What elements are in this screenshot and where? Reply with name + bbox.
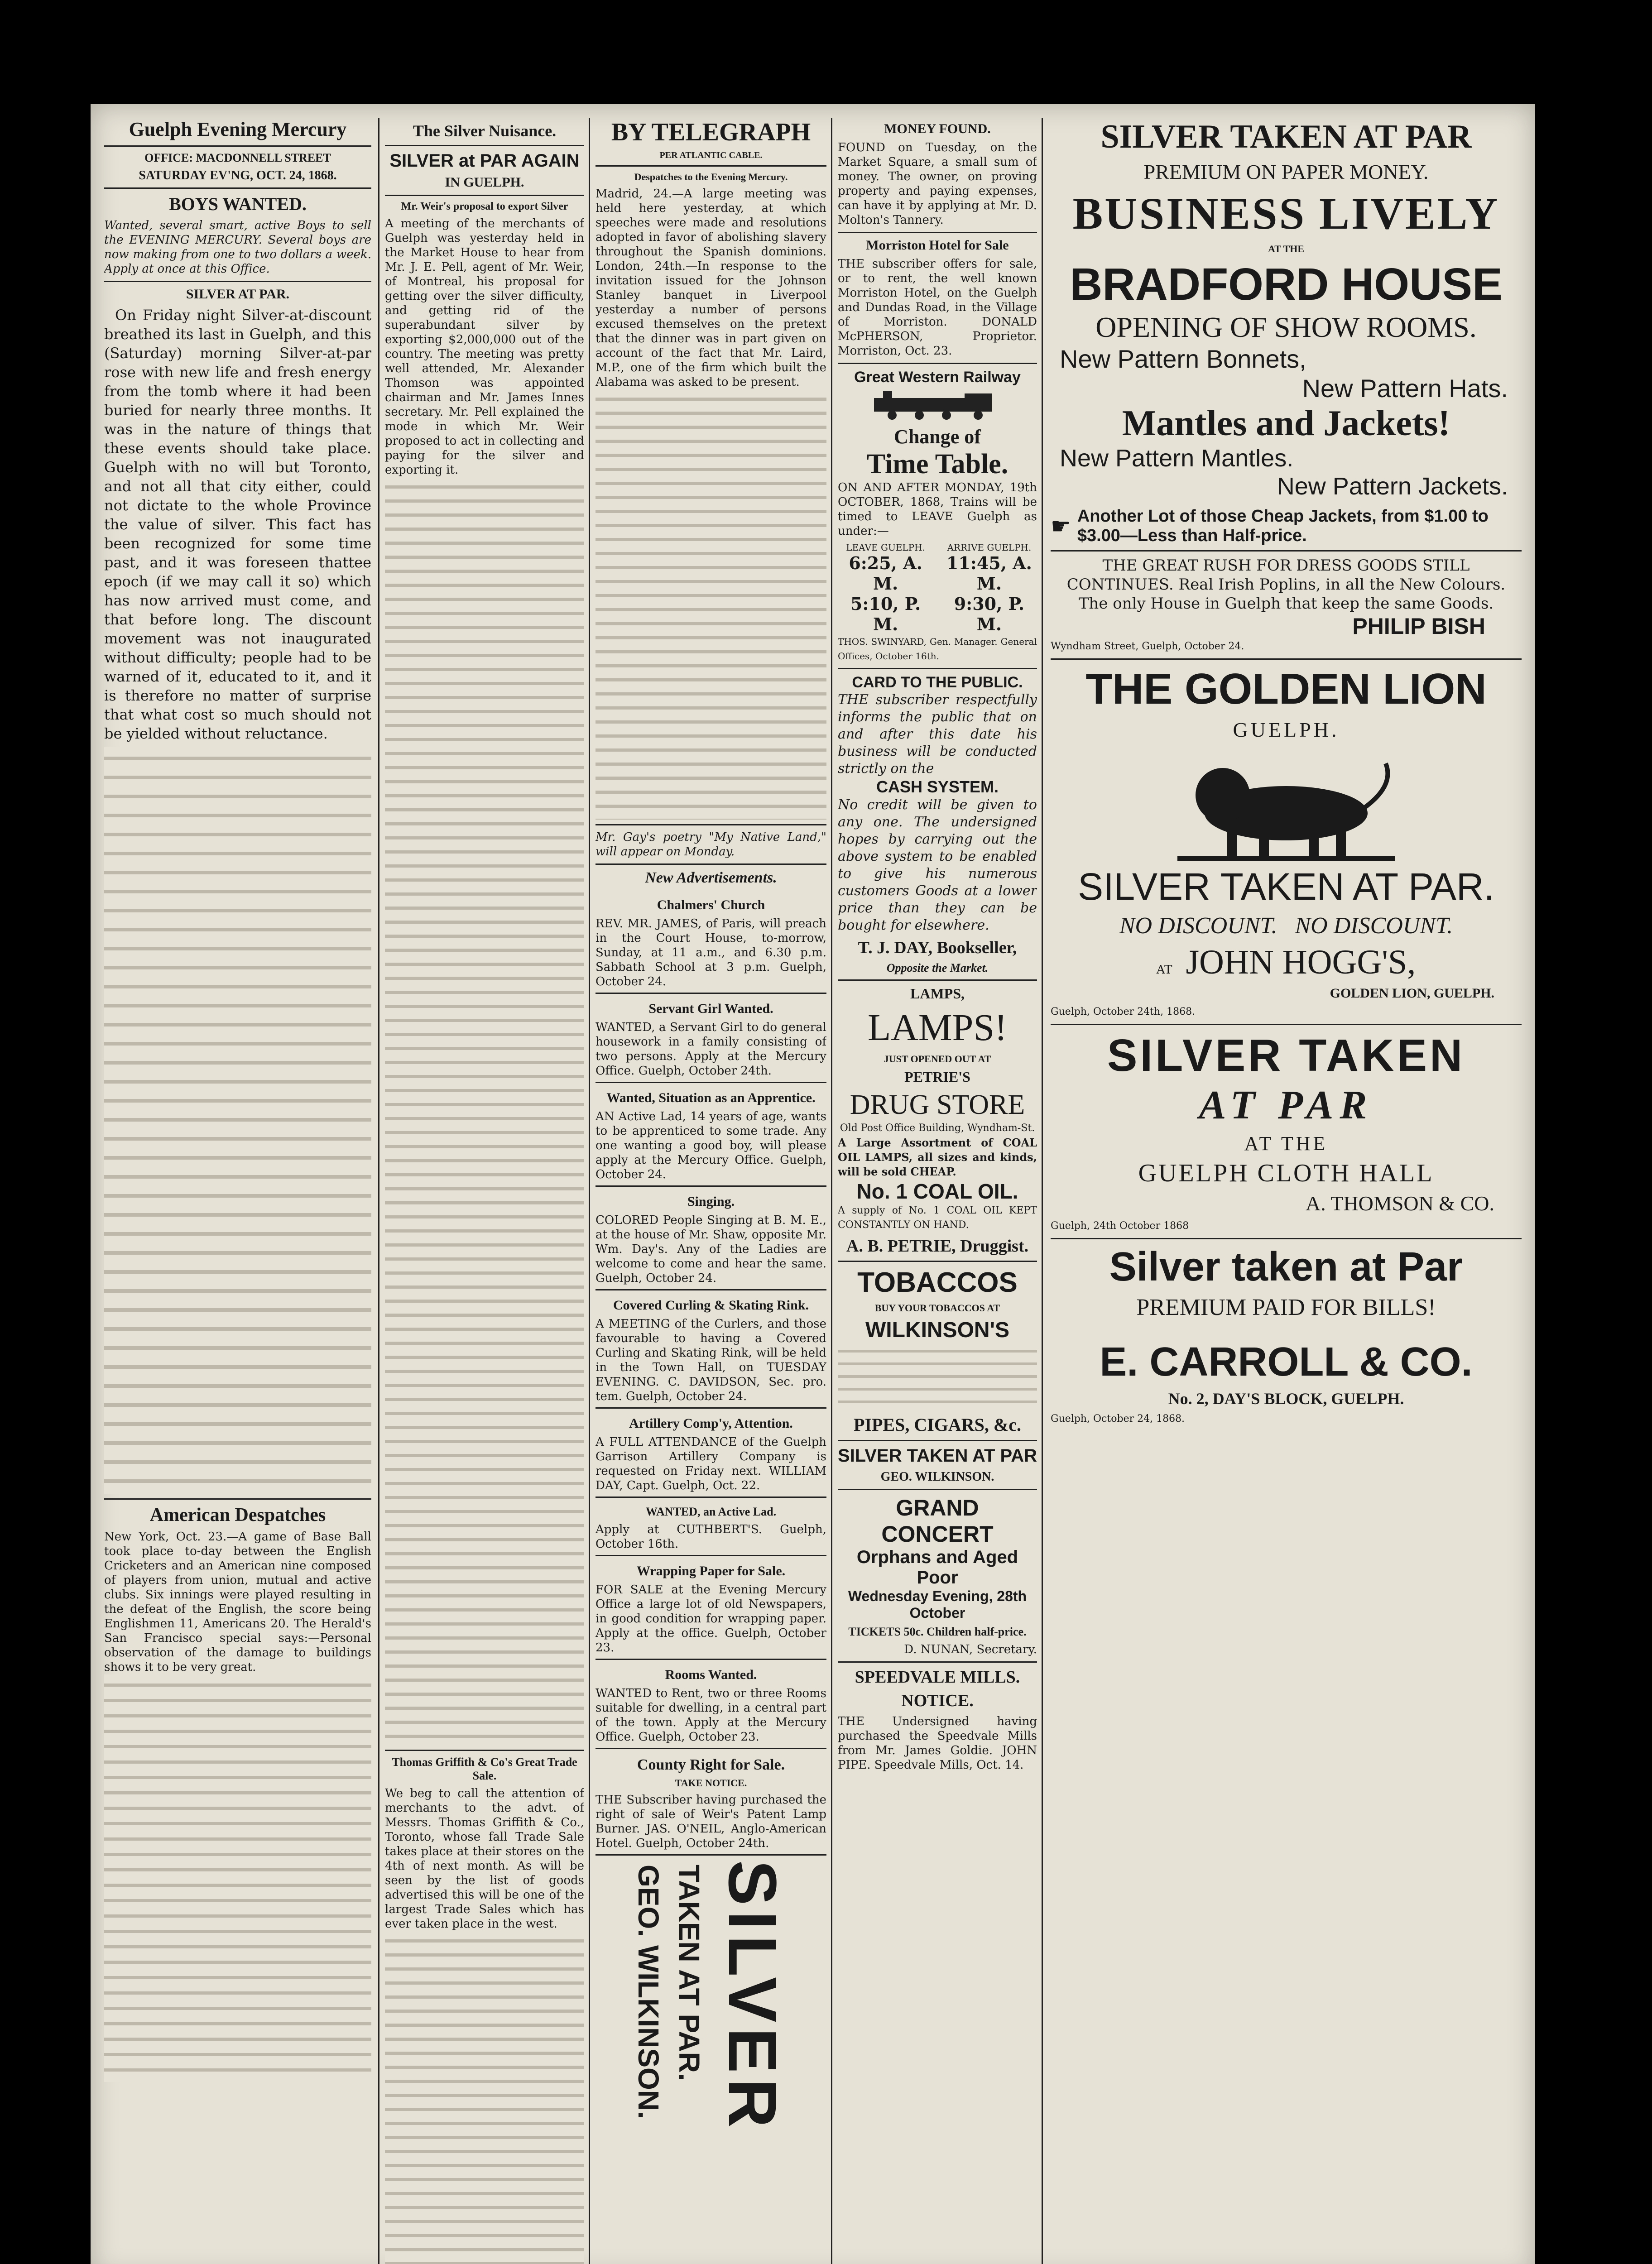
silver-par-headline: SILVER TAKEN AT PAR bbox=[1100, 118, 1472, 155]
no-discount-text: NO DISCOUNT. NO DISCOUNT. bbox=[1119, 913, 1453, 939]
masthead-office: OFFICE: MACDONNELL STREET bbox=[144, 151, 331, 164]
trade-sale-text: We beg to call the attention of merchants to the advt. of Messrs. Thomas Griffith & Co., Toronto, whose fall Trade Sale takes place at their stores on the 4th of next month. As will be seen by the list of goods advertised this will be one of the largest Trade Sales which has ever taken place in the west. bbox=[385, 1787, 584, 1931]
silver-par-script: Silver taken at Par bbox=[1109, 1244, 1463, 1290]
silver-par-headline-2: SILVER TAKEN AT PAR. bbox=[1078, 865, 1494, 908]
despatches-subtitle: Despatches to the Evening Mercury. bbox=[634, 171, 788, 182]
mantles-jackets-title: Mantles and Jackets! bbox=[1122, 403, 1450, 443]
ad-lad bbox=[595, 1498, 826, 1556]
at-the-label: AT THE bbox=[1268, 243, 1305, 254]
timetable-time: 11:45, A. M. bbox=[946, 553, 1032, 594]
taken-at-par-vertical: TAKEN AT PAR. bbox=[673, 1865, 706, 2081]
guelph-cloth-hall: GUELPH CLOTH HALL bbox=[1138, 1159, 1434, 1187]
just-opened: JUST OPENED OUT AT bbox=[884, 1053, 991, 1065]
pipes-cigars-title: PIPES, CIGARS, &c. bbox=[853, 1415, 1022, 1435]
weir-proposal-text: A meeting of the merchants of Guelph was yesterday held in the Market House to hear from Mr. J. E. Pell, agent of Mr. Weir, of Montreal, his proposal for getting over the silver difficulty, and getting rid of the superabundant silver by exporting $2,000,000 out of the country. The meeting was pretty well attended, Mr. Alexander Thomson was appointed chairman and Mr. James Innes secretary. Mr. Pell explained the mode in which Mr. Weir proposed to act in collecting and paying for the silver and exporting it. bbox=[385, 217, 584, 477]
ad-body-text-block bbox=[838, 1343, 1037, 1410]
time-table-title: Time Table. bbox=[866, 449, 1008, 480]
ad-situation bbox=[595, 1083, 826, 1187]
ab-petrie-name: A. B. PETRIE, Druggist. bbox=[846, 1237, 1029, 1256]
change-of-title: Change of bbox=[894, 426, 981, 448]
american-despatches-text: New York, Oct. 23.—A game of Base Ball took place to-day between the English Cricketers and an American nine composed of players from union, mutual and active clubs. Six innings were played resulting in the defeat of the English, the score being Englishmen 11, Americans 20. The Herald's San Francisco special says:—Personal observation of the damage to buildings shows it to be very great. bbox=[104, 1530, 371, 1674]
coal-oil-title: No. 1 COAL OIL. bbox=[856, 1180, 1018, 1203]
ad-county bbox=[595, 1749, 826, 1856]
ad-title: Artillery Comp'y, Attention. bbox=[629, 1416, 793, 1431]
grand-concert-title: GRAND CONCERT bbox=[881, 1495, 994, 1547]
tobaccos-title: TOBACCOS bbox=[857, 1267, 1018, 1298]
business-lively-title: BUSINESS LIVELY bbox=[1072, 188, 1500, 239]
hogg-date: Guelph, October 24th, 1868. bbox=[1051, 1006, 1196, 1017]
telegraph-text: Madrid, 24.—A large meeting was held here yesterday, at which speeches were made and resolutions adopted in favor of abolishing slavery throughout the Spanish dominions. London, 24th.—In response to the invitation issued for the Johnson Stanley banquet in Liverpool yesterday a number of persons excused themselves on the pretext that the dinner was in part given on account of the fact that Mr. Laird, M.P., one of the firm which built the Alabama was asked to be present. bbox=[595, 187, 826, 389]
ad-title: WANTED, an Active Lad. bbox=[645, 1505, 777, 1518]
ad-title: Wrapping Paper for Sale. bbox=[636, 1564, 786, 1578]
boys-wanted-text: Wanted, several smart, active Boys to sell the EVENING MERCURY. Several boys are now making from one to two dollars a week. Apply at once at this Office. bbox=[104, 219, 371, 276]
premium-paper-money: PREMIUM ON PAPER MONEY. bbox=[1143, 160, 1429, 183]
column-5 bbox=[1051, 118, 1522, 2264]
railway-footer: THOS. SWINYARD, Gen. Manager. General Offices, October 16th. bbox=[838, 636, 1037, 662]
in-guelph-title: IN GUELPH. bbox=[445, 175, 524, 190]
tj-day-name: T. J. DAY, Bookseller, bbox=[858, 938, 1017, 957]
masthead-date: SATURDAY EV'NG, OCT. 24, 1868. bbox=[139, 168, 337, 182]
card-public-text: THE subscriber respectfully informs the public that on and after this date his business will be conducted strictly on the bbox=[838, 692, 1037, 777]
column-rule bbox=[1042, 118, 1043, 2264]
boys-wanted-title: BOYS WANTED. bbox=[169, 194, 307, 214]
bradford-house-title: BRADFORD HOUSE bbox=[1070, 259, 1503, 310]
drug-store-title: DRUG STORE bbox=[850, 1089, 1025, 1120]
ad-curling bbox=[595, 1290, 826, 1409]
hogg-line bbox=[1051, 943, 1522, 982]
article-body-text-block bbox=[104, 747, 371, 1494]
ad-text: WANTED to Rent, two or three Rooms suitable for dwelling, in a central part of the town. Apply at the Mercury Office. Guelph, October 23. bbox=[595, 1687, 826, 1744]
silver-par-again-title: SILVER at PAR AGAIN bbox=[389, 151, 580, 171]
ad-text: FOR SALE at the Evening Mercury Office a large lot of old Newspapers, in good condition for wrapping paper. Apply at the office. Guelph, October 23. bbox=[595, 1583, 826, 1655]
ad-title: Singing. bbox=[687, 1194, 735, 1209]
ad-text: A MEETING of the Curlers, and those favourable to having a Covered Curling and Skating Rink, will be held in the Town Hall, on TUESDAY EVENING. C. DAVIDSON, Sec. pro. tem. Guelph, October 24. bbox=[595, 1317, 826, 1403]
geo-wilkinson-name: GEO. WILKINSON. bbox=[880, 1470, 994, 1484]
days-block-address: No. 2, DAY'S BLOCK, GUELPH. bbox=[1168, 1390, 1404, 1408]
timetable-leave bbox=[838, 542, 933, 634]
silver-at-par-title: SILVER AT PAR. bbox=[186, 287, 290, 302]
column-rule bbox=[378, 118, 379, 2264]
carroll-name: E. CARROLL & CO. bbox=[1100, 1339, 1473, 1385]
thomson-date: Guelph, 24th October 1868 bbox=[1051, 1220, 1189, 1232]
at-par-headline: AT PAR bbox=[1199, 1083, 1373, 1127]
tickets-text: TICKETS 50c. Children half-price. bbox=[848, 1625, 1027, 1638]
at-the-label-2: AT THE bbox=[1244, 1132, 1328, 1155]
carroll-date: Guelph, October 24, 1868. bbox=[1051, 1413, 1185, 1425]
ad-chalmers bbox=[595, 890, 826, 994]
premium-bills: PREMIUM PAID FOR BILLS! bbox=[1136, 1295, 1436, 1320]
golden-lion-city: GUELPH. bbox=[1233, 718, 1340, 741]
timetable-time: 6:25, A. M. bbox=[849, 553, 922, 594]
silver-taken-headline: SILVER TAKEN bbox=[1107, 1030, 1465, 1081]
wilkinson-vertical: GEO. WILKINSON. bbox=[632, 1865, 665, 2119]
ad-text: Apply at CUTHBERT'S. Guelph, October 16th. bbox=[595, 1523, 826, 1551]
railway-title: Great Western Railway bbox=[854, 369, 1021, 386]
new-bonnets: New Pattern Bonnets, bbox=[1060, 345, 1306, 373]
weir-proposal-subtitle: Mr. Weir's proposal to export Silver bbox=[401, 201, 568, 212]
ad-singing bbox=[595, 1187, 826, 1290]
buy-tobaccos: BUY YOUR TOBACCOS AT bbox=[874, 1302, 1000, 1314]
silver-vertical-text: SILVER bbox=[715, 1860, 791, 2133]
drug-store-sub: Old Post Office Building, Wyndham-St. bbox=[840, 1122, 1035, 1134]
column-4 bbox=[838, 118, 1037, 2264]
ad-title: Rooms Wanted. bbox=[665, 1667, 757, 1682]
ad-text: REV. MR. JAMES, of Paris, will preach in the Court House, to-morrow, Sunday, at 11 a.m., and 6.30 p.m. Sabbath School at 3 p.m. Guelph, October 24. bbox=[595, 917, 826, 988]
ad-text: WANTED, a Servant Girl to do general housework in a family consisting of two persons. Apply at the Mercury Office. Guelph, October 24th. bbox=[595, 1021, 826, 1078]
notice-title: NOTICE. bbox=[901, 1691, 974, 1710]
cash-system-title: CASH SYSTEM. bbox=[876, 777, 999, 796]
poetry-note: Mr. Gay's poetry "My Native Land," will appear on Monday. bbox=[595, 830, 826, 859]
philip-bish-name: PHILIP BISH bbox=[1352, 614, 1485, 639]
timetable-header: ARRIVE GUELPH. bbox=[947, 542, 1032, 553]
silver-nuisance-title: The Silver Nuisance. bbox=[413, 122, 557, 140]
locomotive-icon bbox=[838, 389, 1037, 422]
new-jackets: New Pattern Jackets. bbox=[1277, 473, 1508, 500]
lion-icon bbox=[1051, 745, 1522, 865]
petrie-name: PETRIE'S bbox=[904, 1069, 970, 1085]
john-hogg-name: JOHN HOGG'S, bbox=[1186, 943, 1416, 981]
ad-text: AN Active Lad, 14 years of age, wants to be apprenticed to some trade. Any one wanting a good boy, will please apply at the Mercury Office. Guelph, October 24. bbox=[595, 1110, 826, 1181]
speedvale-text: THE Undersigned having purchased the Speedvale Mills from Mr. James Goldie. JOHN PIPE. Speedvale Mills, Oct. 14. bbox=[838, 1715, 1037, 1772]
ad-title: Covered Curling & Skating Rink. bbox=[613, 1298, 809, 1313]
golden-lion-sub: GOLDEN LION, GUELPH. bbox=[1330, 986, 1494, 1001]
money-found-text: FOUND on Tuesday, on the Market Square, a small sum of money. The owner, on proving property and paying expenses, can have it by applying at Mr. D. Molton's Tannery. bbox=[838, 141, 1037, 227]
cheap-jackets-line bbox=[1051, 507, 1522, 546]
wyndham-date: Wyndham Street, Guelph, October 24. bbox=[1051, 641, 1244, 652]
lamps-big-title: LAMPS! bbox=[867, 1007, 1008, 1049]
timetable-arrive bbox=[941, 542, 1037, 634]
column-1 bbox=[104, 118, 371, 2264]
wednesday-title: Wednesday Evening, 28th October bbox=[848, 1588, 1027, 1621]
masthead-title: Guelph Evening Mercury bbox=[129, 118, 347, 140]
ad-title: Chalmers' Church bbox=[657, 897, 765, 912]
ad-subtitle: TAKE NOTICE. bbox=[675, 1777, 747, 1789]
ad-servant bbox=[595, 994, 826, 1083]
by-telegraph-title: BY TELEGRAPH bbox=[611, 118, 811, 146]
silver-at-par-text: On Friday night Silver-at-discount breathed its last in Guelph, and this (Saturday) morning Silver-at-par rose with new life and fresh energy from the tomb where it had been buried for nearly three months. It was in the nature of things that these events should take place. Guelph with no will but Toronto, and not all that city either, could not dictate to the whole Province the value of silver. This fact has been recognized for some time past, and it was foreseen thattee epoch (if we may call it so) which has now arrived must come, and that before long. The discount movement was not inaugurated without difficulty; people had to be warned of it, educated to it, and it is therefore no matter of surprise that what cost so much should not be yielded without reluctance. bbox=[104, 307, 371, 742]
new-advertisements-title: New Advertisements. bbox=[645, 869, 777, 886]
column-3 bbox=[595, 118, 826, 2264]
new-hats: New Pattern Hats. bbox=[1302, 374, 1508, 403]
ad-text: THE Subscriber having purchased the right of sale of Weir's Patent Lamp Burner. JAS. O'NEIL, Anglo-American Hotel. Guelph, October 24th. bbox=[595, 1793, 826, 1850]
new-mantles: New Pattern Mantles. bbox=[1060, 445, 1294, 472]
silver-par-ad-title: SILVER TAKEN AT PAR bbox=[838, 1446, 1037, 1466]
timetable-time: 5:10, P. M. bbox=[850, 594, 921, 634]
timetable-time: 9:30, P. M. bbox=[954, 594, 1025, 634]
tj-day-sub: Opposite the Market. bbox=[886, 961, 989, 974]
thomson-name: A. THOMSON & CO. bbox=[1305, 1192, 1494, 1215]
nunan-sec: D. NUNAN, Secretary. bbox=[904, 1643, 1037, 1656]
wilkinsons-title: WILKINSON'S bbox=[865, 1318, 1010, 1342]
coal-lamps-text: A Large Assortment of COAL OIL LAMPS, all sizes and kinds, will be sold CHEAP. bbox=[838, 1136, 1037, 1178]
ad-title: County Right for Sale. bbox=[637, 1756, 785, 1773]
article-body-text-block bbox=[385, 1931, 584, 2264]
article-body-text-block bbox=[104, 1674, 371, 2082]
silver-vertical-ad bbox=[595, 1856, 826, 2263]
money-found-title: MONEY FOUND. bbox=[884, 121, 991, 136]
ad-rooms bbox=[595, 1660, 826, 1749]
card-public-title: CARD TO THE PUBLIC. bbox=[852, 674, 1023, 691]
ad-title: Servant Girl Wanted. bbox=[648, 1001, 773, 1016]
at-label: AT bbox=[1156, 963, 1172, 977]
orphans-title: Orphans and Aged Poor bbox=[856, 1547, 1018, 1588]
trade-sale-title: Thomas Griffith & Co's Great Trade Sale. bbox=[392, 1756, 577, 1782]
article-body-text-block bbox=[595, 389, 826, 820]
ad-wrapping bbox=[595, 1556, 826, 1660]
american-despatches-title: American Despatches bbox=[149, 1505, 326, 1525]
opening-show-rooms: OPENING OF SHOW ROOMS. bbox=[1095, 311, 1477, 343]
ad-artillery bbox=[595, 1409, 826, 1498]
cheap-jackets-text: Another Lot of those Cheap Jackets, from $1.00 to $3.00—Less than Half-price. bbox=[1077, 507, 1489, 545]
newspaper-page bbox=[91, 104, 1535, 2264]
coal-oil-sub: A supply of No. 1 COAL OIL KEPT CONSTANTLY ON HAND. bbox=[838, 1205, 1037, 1231]
article-body-text-block bbox=[385, 477, 584, 1745]
ad-text: COLORED People Singing at B. M. E., at the house of Mr. Shaw, opposite Mr. Wm. Day's. Any of the Ladies are welcome to come and hear the same. Guelph, October 24. bbox=[595, 1214, 826, 1285]
speedvale-title: SPEEDVALE MILLS. bbox=[855, 1668, 1020, 1687]
morriston-hotel-title: Morriston Hotel for Sale bbox=[866, 238, 1009, 253]
atlantic-cable-subtitle: PER ATLANTIC CABLE. bbox=[659, 150, 763, 160]
golden-lion-title: THE GOLDEN LION bbox=[1085, 665, 1487, 713]
timetable-header: LEAVE GUELPH. bbox=[846, 542, 925, 553]
railway-text: ON AND AFTER MONDAY, 19th OCTOBER, 1868, Trains will be timed to LEAVE Guelph as under:— bbox=[838, 481, 1037, 538]
ad-title: Wanted, Situation as an Apprentice. bbox=[606, 1090, 816, 1105]
column-rule bbox=[589, 118, 590, 2264]
column-2 bbox=[385, 118, 584, 2264]
morriston-hotel-text: THE subscriber offers for sale, or to rent, the well known Morriston Hotel, on the Guelph and Dundas Road, in the Village of Morriston. DONALD McPHERSON, Proprietor. Morriston, Oct. 23. bbox=[838, 257, 1037, 358]
card-public-text-2: No credit will be given to any one. The undersigned hopes by carrying out the above system to be enabled to give his numerous customers Goods at a lower price than they can be bought for elsewhere. bbox=[838, 797, 1037, 933]
lamps-small-title: LAMPS, bbox=[910, 985, 965, 1002]
ad-text: A FULL ATTENDANCE of the Guelph Garrison Artillery Company is requested on Friday next. WILLIAM DAY, Capt. Guelph, Oct. 22. bbox=[595, 1435, 826, 1492]
dress-goods-text: THE GREAT RUSH FOR DRESS GOODS STILL CONTINUES. Real Irish Poplins, in all the New Colours. The only House in Guelph that keep the same Goods. bbox=[1066, 556, 1506, 613]
pointing-hand-icon: ☛ bbox=[1051, 513, 1071, 539]
column-rule bbox=[831, 118, 832, 2264]
timetable bbox=[838, 542, 1037, 634]
